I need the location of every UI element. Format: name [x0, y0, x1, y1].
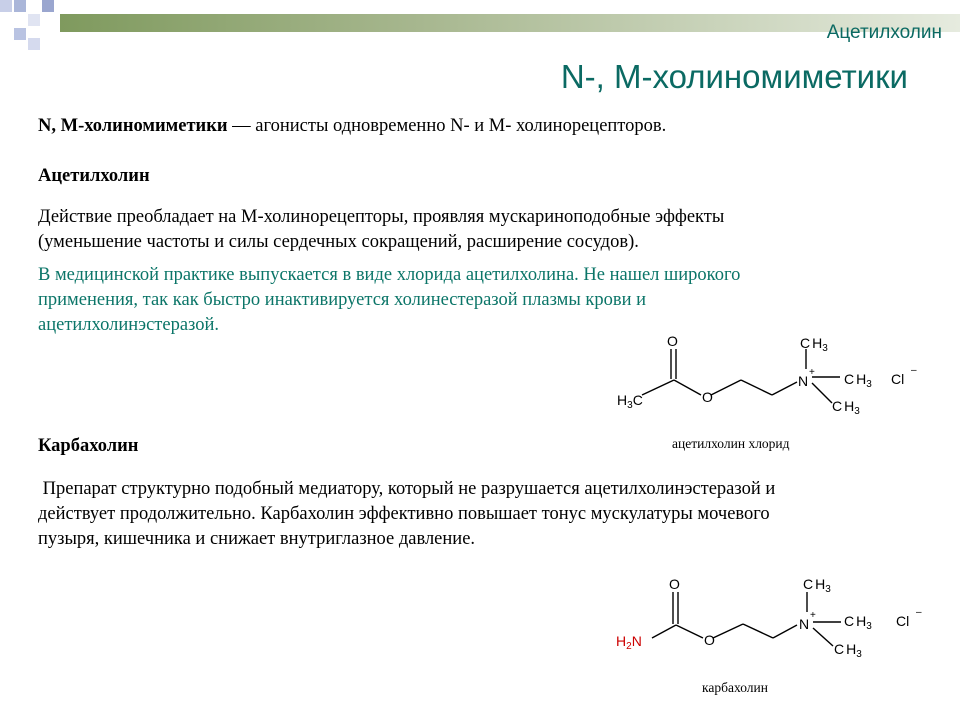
acetylcholine-structure [600, 325, 930, 435]
header-bar [60, 14, 960, 32]
methyl-group: C $H_3$ [844, 371, 872, 390]
atom-h3c: $H_3C$ [617, 392, 643, 411]
carbachol-structure [600, 570, 930, 680]
text-line: применения, так как быстро инактивируется холинестеразой плазмы крови и [38, 290, 647, 310]
acetylcholine-caption: ацетилхолин хлорид [672, 436, 790, 451]
text-line: Препарат структурно подобный медиатору, который не разрушается ацетилхолинэстеразой и [38, 479, 776, 499]
carbachol-caption: карбахолин [702, 680, 768, 695]
atom-o: O [669, 576, 680, 592]
charge-minus: – [911, 365, 917, 376]
text-line: действует продолжительно. Карбахолин эффективно повышает тонус мускулатуры мочевого [38, 504, 770, 524]
methyl-group: C $H_3$ [834, 641, 862, 660]
methyl-group: C $H_3$ [803, 576, 831, 595]
amine-group: $H_2N$ [616, 633, 642, 652]
acetylcholine-heading: Ацетилхолин [38, 166, 150, 186]
intro-term: N, М-холиномиметики [38, 116, 228, 136]
section-label: Ацетилхолин [826, 22, 942, 43]
atom-n: N [799, 616, 810, 632]
charge-plus: + [810, 610, 816, 621]
atom-o: O [704, 632, 715, 648]
text-line: ацетилхолинэстеразой. [38, 315, 220, 335]
charge-plus: + [809, 367, 815, 378]
atom-o: O [667, 333, 678, 349]
methyl-group: C $H_3$ [844, 613, 872, 632]
chloride-ion: Cl [896, 613, 910, 629]
intro-text: — агонисты одновременно N- и М- холинорецепторов. [227, 116, 667, 136]
text-line: Действие преобладает на М-холинорецепторы, проявляя мускариноподобные эффекты [38, 207, 725, 227]
intro-paragraph [38, 114, 666, 139]
atom-n: N [798, 373, 809, 389]
methyl-group: C $H_3$ [800, 335, 828, 354]
text-line: пузыря, кишечника и снижает внутриглазное давление. [38, 529, 476, 549]
carbachol-heading: Карбахолин [38, 436, 139, 456]
carbachol-description [38, 477, 775, 552]
acetylcholine-description [38, 205, 724, 255]
charge-minus: – [916, 607, 922, 618]
page-title: N-, М-холиномиметики [560, 58, 908, 95]
chloride-ion: Cl [891, 371, 905, 387]
methyl-group: C $H_3$ [832, 398, 860, 417]
text-line: (уменьшение частоты и силы сердечных сокращений, расширение сосудов). [38, 232, 639, 252]
atom-o: O [702, 389, 713, 405]
text-line: В медицинской практике выпускается в виде хлорида ацетилхолина. Не нашел широкого [38, 265, 741, 285]
